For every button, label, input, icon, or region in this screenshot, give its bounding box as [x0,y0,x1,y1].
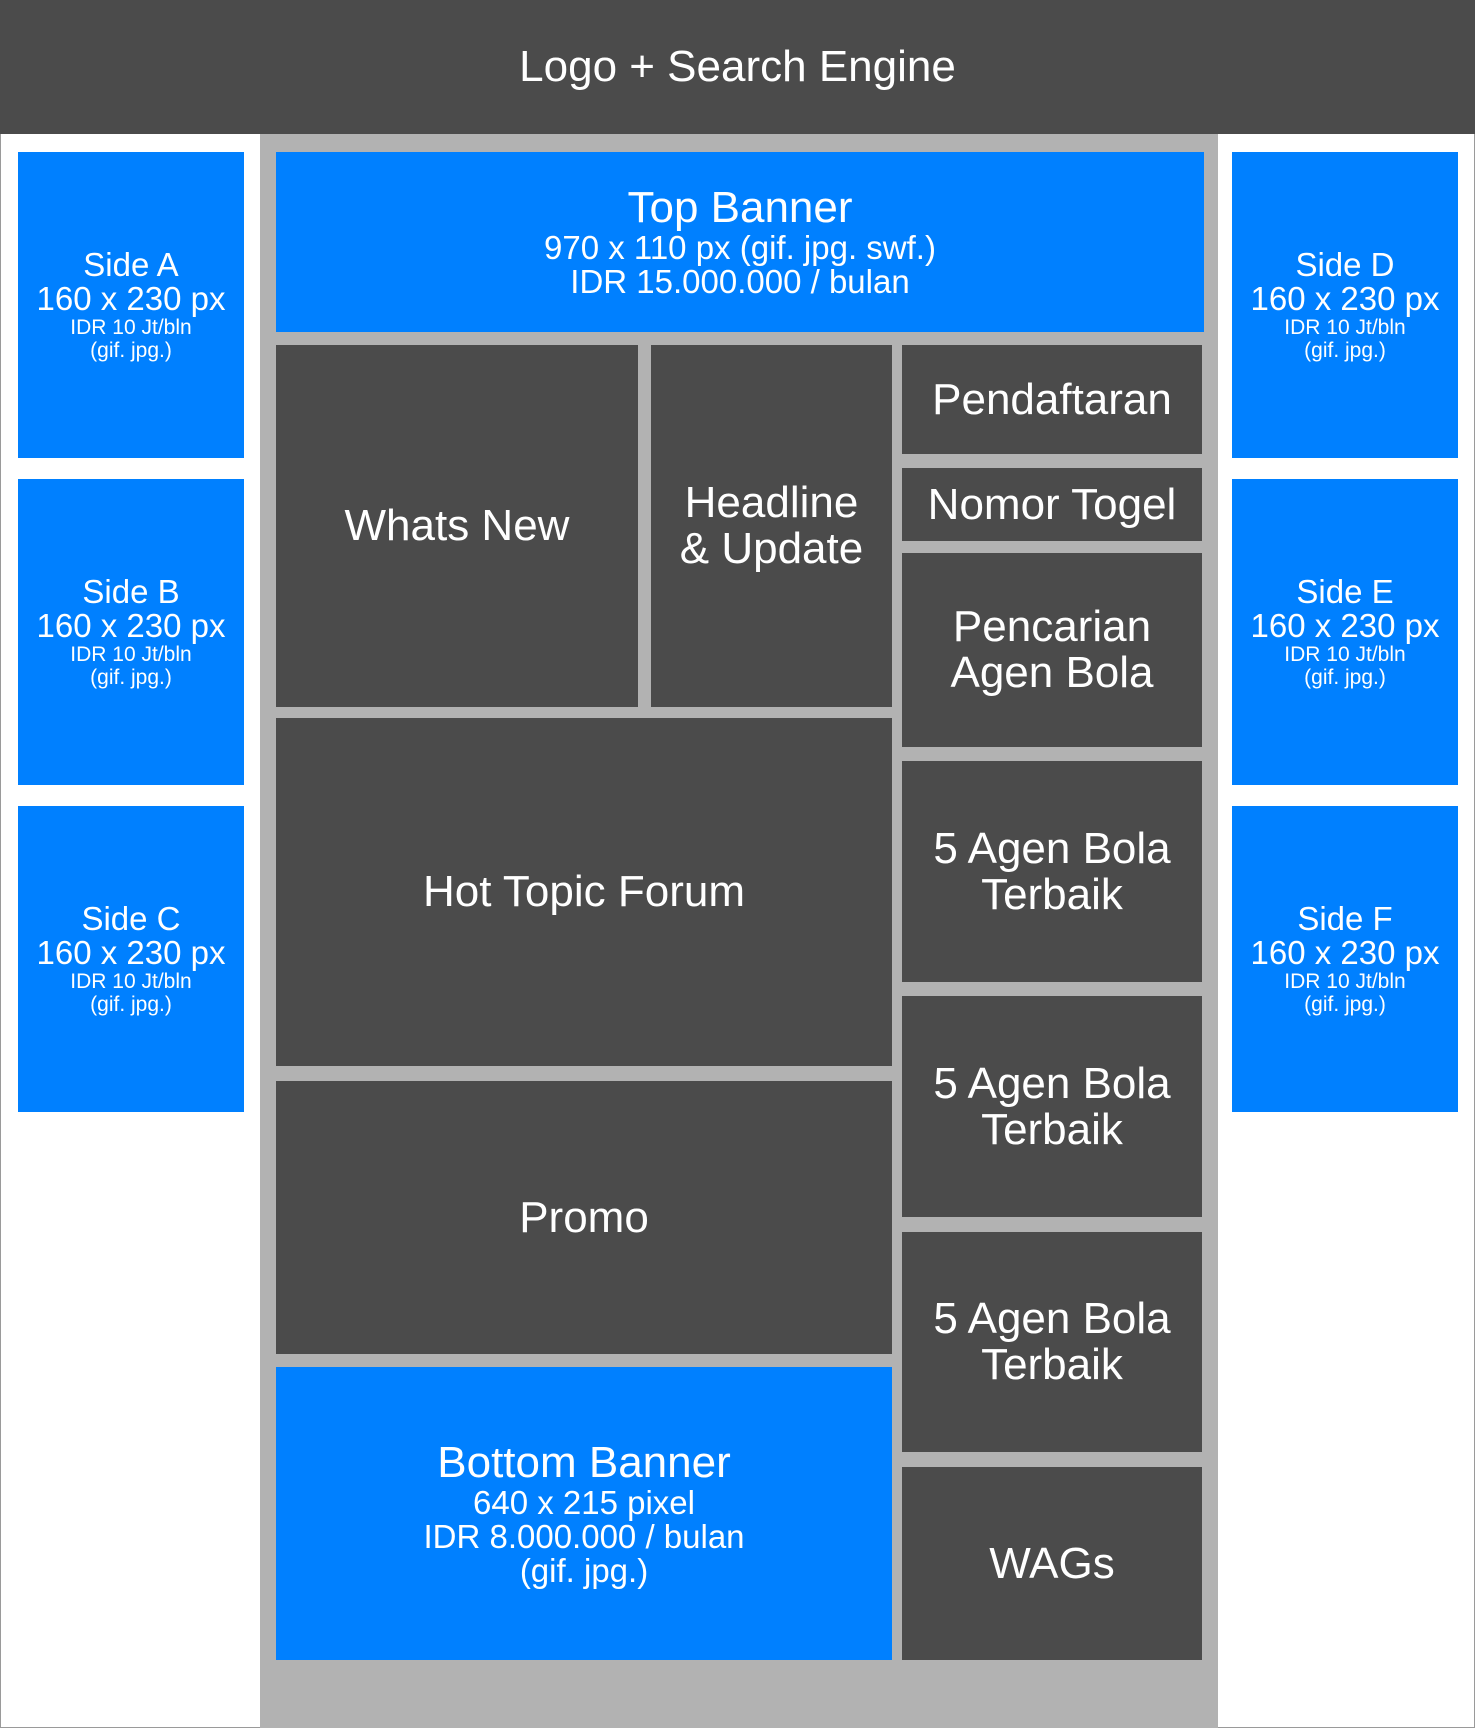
side-price: IDR 10 Jt/bln [1284,316,1406,339]
promo-section[interactable] [276,1081,892,1354]
side-name: Side D [1295,246,1395,283]
pendaftaran-section[interactable] [902,345,1202,454]
side-name: Side C [81,900,181,937]
whats-new-section[interactable] [276,345,638,707]
side-name: Side B [82,573,180,610]
side-price: IDR 10 Jt/bln [70,970,192,993]
top-banner-price: IDR 15.000.000 / bulan [570,263,910,300]
side-banner-a[interactable] [18,152,244,458]
side-price: IDR 10 Jt/bln [70,643,192,666]
side-size: 160 x 230 px [1250,280,1440,317]
side-size: 160 x 230 px [36,607,226,644]
bottom-banner-format: (gif. jpg.) [519,1551,649,1589]
hot-topic-forum-section[interactable] [276,718,892,1066]
pencarian-agen-section[interactable] [902,553,1202,747]
side-format: (gif. jpg.) [1304,993,1386,1016]
header-logo-search[interactable] [0,0,1475,134]
nomor-togel-section[interactable] [902,468,1202,541]
agen-bola-label: 5 Agen Bola Terbaik [933,1294,1171,1389]
bottom-banner[interactable] [276,1367,892,1660]
side-banner-b[interactable] [18,479,244,785]
wags-label: WAGs [989,1538,1115,1588]
side-price: IDR 10 Jt/bln [70,316,192,339]
headline-update-label: Headline & Update [679,478,864,573]
headline-update-section[interactable] [651,345,892,707]
agen-bola-label: 5 Agen Bola Terbaik [933,1058,1171,1154]
wags-section[interactable] [902,1467,1202,1660]
side-banner-d[interactable] [1232,152,1458,458]
agen-bola-terbaik-3[interactable] [902,1232,1202,1452]
pendaftaran-label: Pendaftaran [932,374,1172,424]
top-banner[interactable] [276,152,1204,332]
hot-topic-forum-label: Hot Topic Forum [423,867,745,916]
bottom-banner-size: 640 x 215 pixel [473,1483,695,1521]
pencarian-agen-label: Pencarian Agen Bola [950,602,1154,697]
header-title: Logo + Search Engine [519,42,956,91]
side-banner-c[interactable] [18,806,244,1112]
side-format: (gif. jpg.) [90,993,172,1016]
side-format: (gif. jpg.) [1304,339,1386,362]
agen-bola-label: 5 Agen Bola Terbaik [933,823,1171,919]
side-name: Side F [1297,900,1393,937]
side-price: IDR 10 Jt/bln [1284,970,1406,993]
side-price: IDR 10 Jt/bln [1284,643,1406,666]
side-format: (gif. jpg.) [90,666,172,689]
bottom-banner-title: Bottom Banner [437,1437,731,1487]
whats-new-label: Whats New [344,501,570,550]
side-banner-f[interactable] [1232,806,1458,1112]
side-format: (gif. jpg.) [1304,666,1386,689]
side-size: 160 x 230 px [36,280,226,317]
side-size: 160 x 230 px [1250,607,1440,644]
nomor-togel-label: Nomor Togel [927,479,1177,529]
side-size: 160 x 230 px [1250,934,1440,971]
side-format: (gif. jpg.) [90,339,172,362]
promo-label: Promo [519,1192,649,1242]
side-name: Side E [1296,573,1394,610]
agen-bola-terbaik-1[interactable] [902,761,1202,982]
side-banner-e[interactable] [1232,479,1458,785]
top-banner-size: 970 x 110 px (gif. jpg. swf.) [544,229,936,266]
agen-bola-terbaik-2[interactable] [902,996,1202,1217]
top-banner-title: Top Banner [627,183,853,232]
bottom-banner-price: IDR 8.000.000 / bulan [423,1517,745,1555]
side-name: Side A [83,246,179,283]
side-size: 160 x 230 px [36,934,226,971]
